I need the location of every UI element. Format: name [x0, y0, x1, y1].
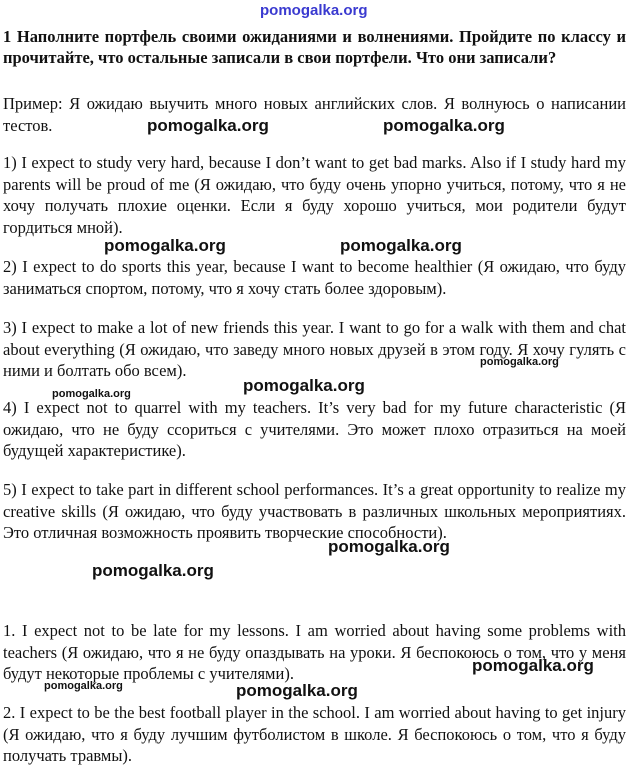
watermark: pomogalka.org: [147, 116, 269, 135]
watermark: pomogalka.org: [340, 236, 462, 255]
watermark: pomogalka.org: [52, 388, 131, 400]
watermark: pomogalka.org: [480, 356, 559, 368]
worry-2: 2. I expect to be the best football player in the school. I am worried about having to get injury (Я ожидаю, что я буду лучшим футболистом в школе. Я беспокоюсь о том, что я буду получать травмы).: [3, 703, 626, 765]
answer-3: 3) I expect to make a lot of new friends this year. I want to go for a walk with them and chat about everything (Я ожидаю, что заведу много новых друзей в этом году. Я хочу гулять с ними и болтать обо всем).: [3, 318, 626, 380]
task-title: 1 Наполните портфель своими ожиданиями и волнениями. Пройдите по классу и прочитайте, что остальные записали в свои портфели. Что они записали?: [3, 27, 626, 67]
answer-2: 2) I expect to do sports this year, because I want to become healthier (Я ожидаю, что буду заниматься спортом, потому, что я хочу стать более здоровым).: [3, 257, 626, 298]
watermark: pomogalka.org: [92, 561, 214, 580]
example-text: Пример: Я ожидаю выучить много новых английских слов. Я волнуюсь о написании тестов.: [3, 94, 626, 135]
watermark: pomogalka.org: [328, 537, 450, 556]
watermark: pomogalka.org: [236, 681, 358, 700]
watermark: pomogalka.org: [243, 376, 365, 395]
answer-4: 4) I expect not to quarrel with my teachers. It’s very bad for my future characteristic (Я ожидаю, что не буду ссориться с учителями. Это может плохо отразиться на моей будущей характеристике).: [3, 398, 626, 460]
answer-1: 1) I expect to study very hard, because I don’t want to get bad marks. Also if I study hard my parents will be proud of me (Я ожидаю, что буду очень упорно учиться, потому, что я не хочу получать плохие оценки. Если я буду хорошо учиться, мои родители будут гордиться мной).: [3, 153, 626, 237]
answer-5: 5) I expect to take part in different school performances. It’s a great opportunity to realize my creative skills (Я ожидаю, что буду участвовать в различных школьных мероприятиях. Это отличная возможность проявить творческие способности).: [3, 480, 626, 542]
watermark: pomogalka.org: [383, 116, 505, 135]
watermark: pomogalka.org: [104, 236, 226, 255]
watermark: pomogalka.org: [472, 656, 594, 675]
worry-1: 1. I expect not to be late for my lessons. I am worried about having some problems with teachers (Я ожидаю, что я не буду опаздывать на уроки. Я беспокоюсь о том, что у меня будут некоторые проблемы с учителями).: [3, 621, 626, 683]
watermark: pomogalka.org: [44, 680, 123, 692]
watermark-top[interactable]: pomogalka.org: [260, 2, 368, 19]
